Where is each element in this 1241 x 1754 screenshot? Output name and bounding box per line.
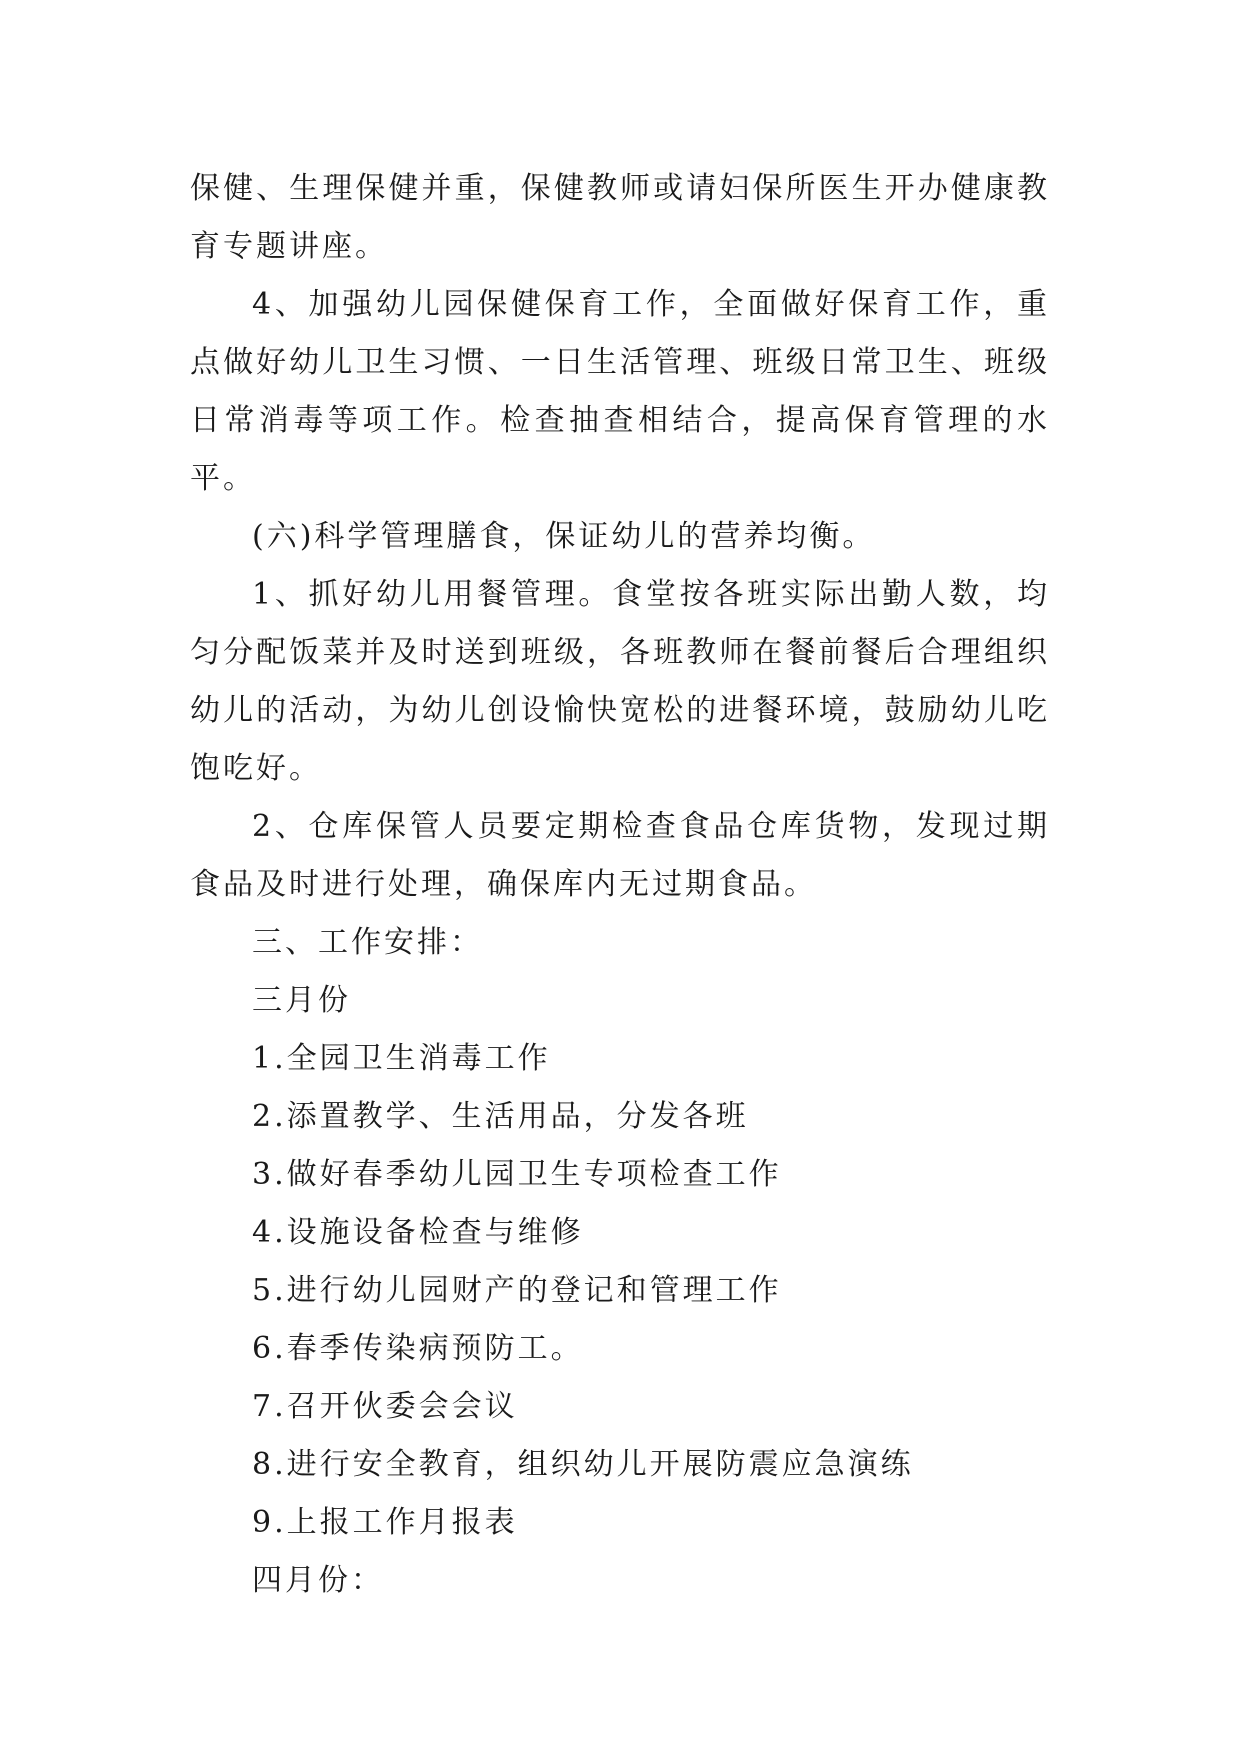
paragraph-4: 2、仓库保管人员要定期检查食品仓库货物，发现过期食品及时进行处理，确保库内无过期食品。: [190, 809, 1050, 902]
list-item: 2.添置教学、生活用品，分发各班: [252, 1099, 749, 1134]
month-heading-april: 四月份：: [252, 1563, 384, 1598]
section-heading: 三、工作安排：: [252, 925, 483, 960]
list-item: 7.召开伙委会会议: [252, 1389, 518, 1424]
month-heading-march: 三月份: [252, 983, 351, 1018]
list-item: 4.设施设备检查与维修: [252, 1215, 584, 1250]
document-body: [190, 160, 1050, 1610]
paragraph-2: (六)科学管理膳食，保证幼儿的营养均衡。: [252, 519, 876, 554]
list-item: 6.春季传染病预防工。: [252, 1331, 584, 1366]
paragraph-3: 1、抓好幼儿用餐管理。食堂按各班实际出勤人数，均匀分配饭菜并及时送到班级，各班教师在餐前餐后合理组织幼儿的活动，为幼儿创设愉快宽松的进餐环境，鼓励幼儿吃饱吃好。: [190, 577, 1050, 786]
list-item: 9.上报工作月报表: [252, 1505, 518, 1540]
list-item: 1.全园卫生消毒工作: [252, 1041, 551, 1076]
list-item: 3.做好春季幼儿园卫生专项检查工作: [252, 1157, 782, 1192]
paragraph-1: 4、加强幼儿园保健保育工作，全面做好保育工作，重点做好幼儿卫生习惯、一日生活管理、班级日常卫生、班级日常消毒等项工作。检查抽查相结合，提高保育管理的水平。: [190, 287, 1050, 496]
list-item: 5.进行幼儿园财产的登记和管理工作: [252, 1273, 782, 1308]
list-item: 8.进行安全教育，组织幼儿开展防震应急演练: [252, 1447, 914, 1482]
paragraph-0: 保健、生理保健并重，保健教师或请妇保所医生开办健康教育专题讲座。: [190, 171, 1050, 264]
